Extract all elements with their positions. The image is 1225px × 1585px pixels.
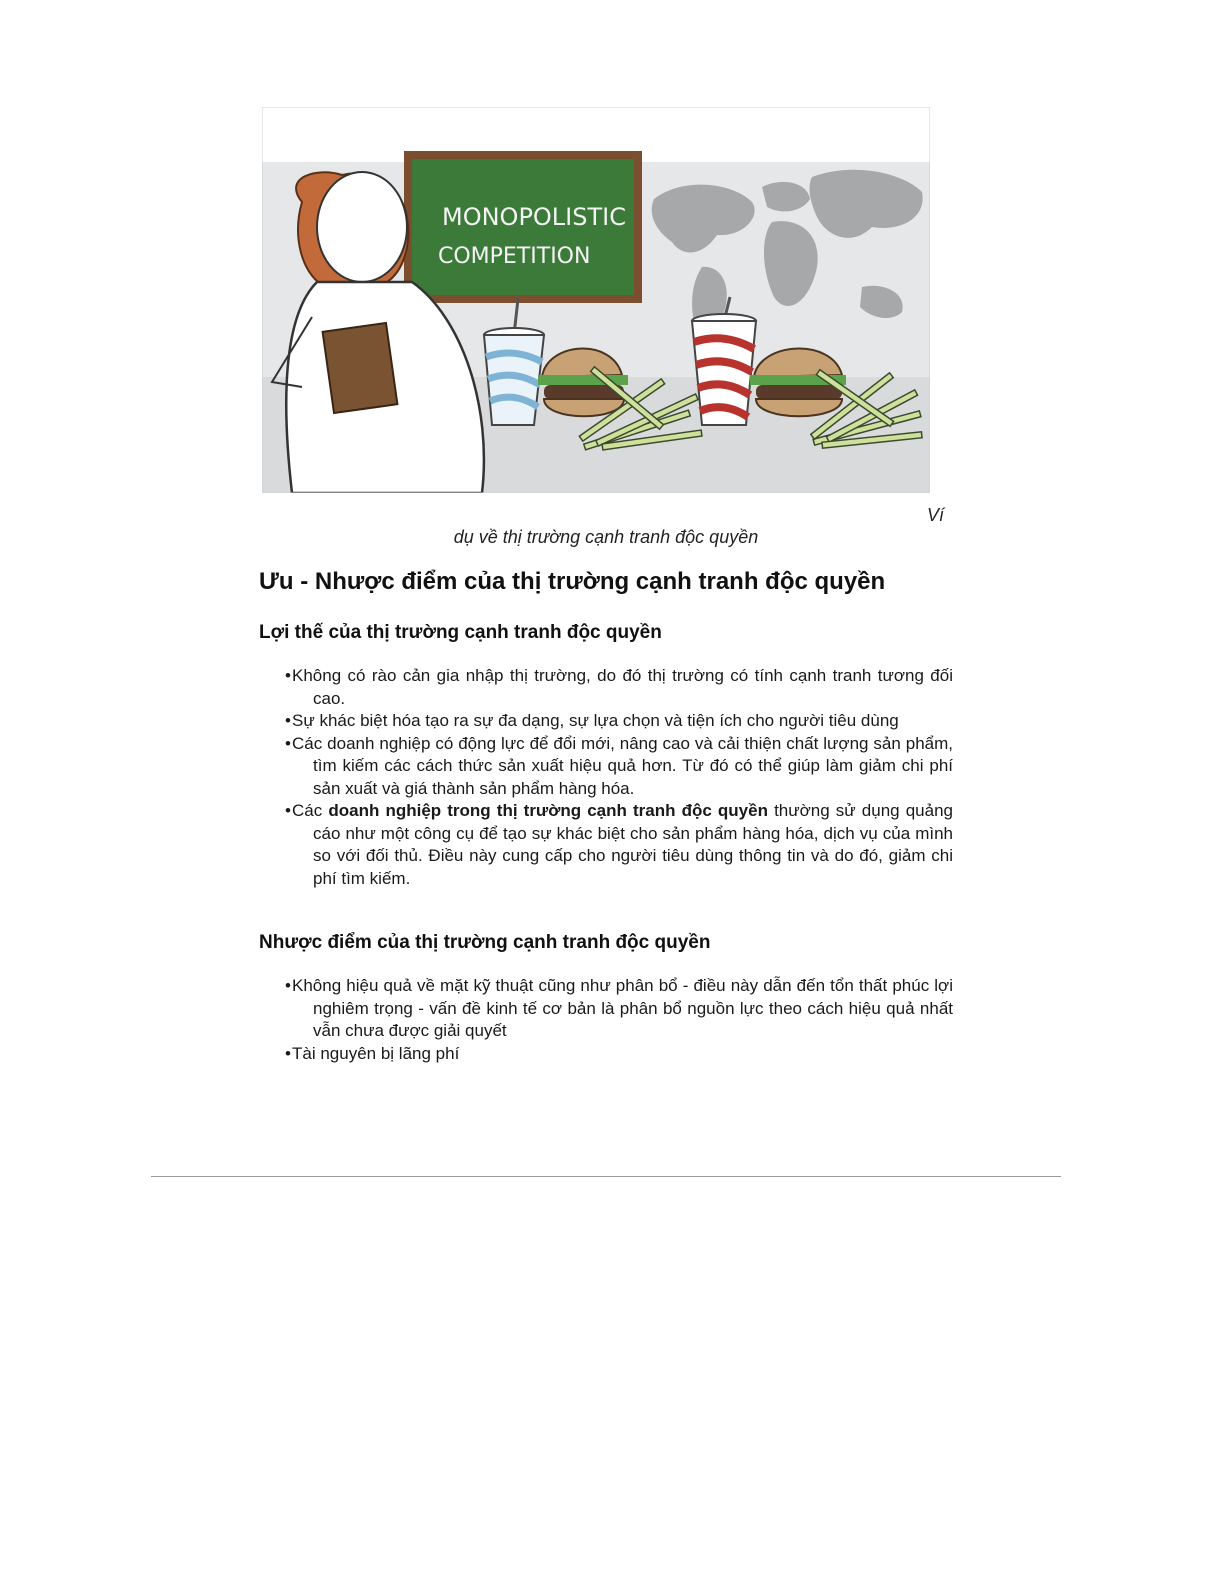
- horizontal-divider: [151, 1176, 1061, 1177]
- list-item: •Không hiệu quả về mặt kỹ thuật cũng như phân bổ - điều này dẫn đến tổn thất phúc lợi nghiêm trọng - vấn đề kinh tế cơ bản là phân bổ nguồn lực theo cách hiệu quả nhất vẫn chưa được giải quyết: [285, 976, 953, 1040]
- list-item-text: Không hiệu quả về mặt kỹ thuật cũng như phân bổ - điều này dẫn đến tổn thất phúc lợi nghiêm trọng - vấn đề kinh tế cơ bản là phân bổ nguồn lực theo cách hiệu quả nhất vẫn chưa được giải quyết: [292, 976, 953, 1040]
- board-line-1: MONOPOLISTIC: [442, 203, 626, 231]
- advantages-list: [285, 665, 953, 890]
- list-item-text-post: thường sử dụng quảng cáo như một công cụ để tạo sự khác biệt cho sản phẩm hàng hóa, dịch vụ của mình so với đối thủ. Điều này cung cấp cho người tiêu dùng thông tin và do đó, giảm chi phí tìm kiếm.: [313, 801, 953, 888]
- red-cup-icon: [692, 297, 756, 425]
- main-heading: Ưu - Nhược điểm của thị trường cạnh tranh độc quyền: [259, 568, 886, 595]
- list-item: •Sự khác biệt hóa tạo ra sự đa dạng, sự lựa chọn và tiện ích cho người tiêu dùng: [285, 711, 899, 730]
- disadvantages-heading: Nhược điểm của thị trường cạnh tranh độc quyền: [259, 932, 711, 953]
- list-item: •Không có rào cản gia nhập thị trường, do đó thị trường có tính cạnh tranh tương đối cao.: [285, 666, 953, 708]
- list-item-text: Các doanh nghiệp có động lực để đổi mới, nâng cao và cải thiện chất lượng sản phẩm, tìm kiếm các cách thức sản xuất hiệu quả hơn. Từ đó có thể giúp làm giảm chi phí sản xuất và giá thành sản phẩm hàng hóa.: [292, 733, 953, 798]
- monopolistic-competition-illustration: [262, 107, 930, 493]
- advantages-heading: Lợi thế của thị trường cạnh tranh độc quyền: [259, 622, 662, 643]
- caption-first-word: Ví: [927, 505, 945, 525]
- list-item: •Các doanh nghiệp trong thị trường cạnh tranh độc quyền thường sử dụng quảng cáo như một công cụ để tạo sự khác biệt cho sản phẩm hàng hóa, dịch vụ của mình so với đối thủ. Điều này cung cấp cho người tiêu dùng thông tin và do đó, giảm chi phí tìm kiếm.: [285, 801, 953, 888]
- list-item: •Tài nguyên bị lãng phí: [285, 1043, 460, 1063]
- caption-text: dụ về thị trường cạnh tranh độc quyền: [453, 527, 759, 547]
- board-line-2: COMPETITION: [438, 244, 591, 269]
- list-item-bold-link: doanh nghiệp trong thị trường cạnh tranh độc quyền: [328, 801, 768, 820]
- list-item: •Các doanh nghiệp có động lực để đổi mới, nâng cao và cải thiện chất lượng sản phẩm, tìm kiếm các cách thức sản xuất hiệu quả hơn. Từ đó có thể giúp làm giảm chi phí sản xuất và giá thành sản phẩm hàng hóa.: [285, 733, 953, 798]
- list-item-text: Không có rào cản gia nhập thị trường, do đó thị trường có tính cạnh tranh tương đối cao.: [292, 666, 953, 708]
- list-item-text: Tài nguyên bị lãng phí: [292, 1043, 460, 1063]
- illustration-drawing: [262, 107, 930, 493]
- chalkboard: [404, 151, 642, 303]
- disadvantages-list: [285, 975, 953, 1065]
- list-item-text-pre: Các: [292, 801, 329, 820]
- list-item-text: Sự khác biệt hóa tạo ra sự đa dạng, sự lựa chọn và tiện ích cho người tiêu dùng: [292, 711, 899, 730]
